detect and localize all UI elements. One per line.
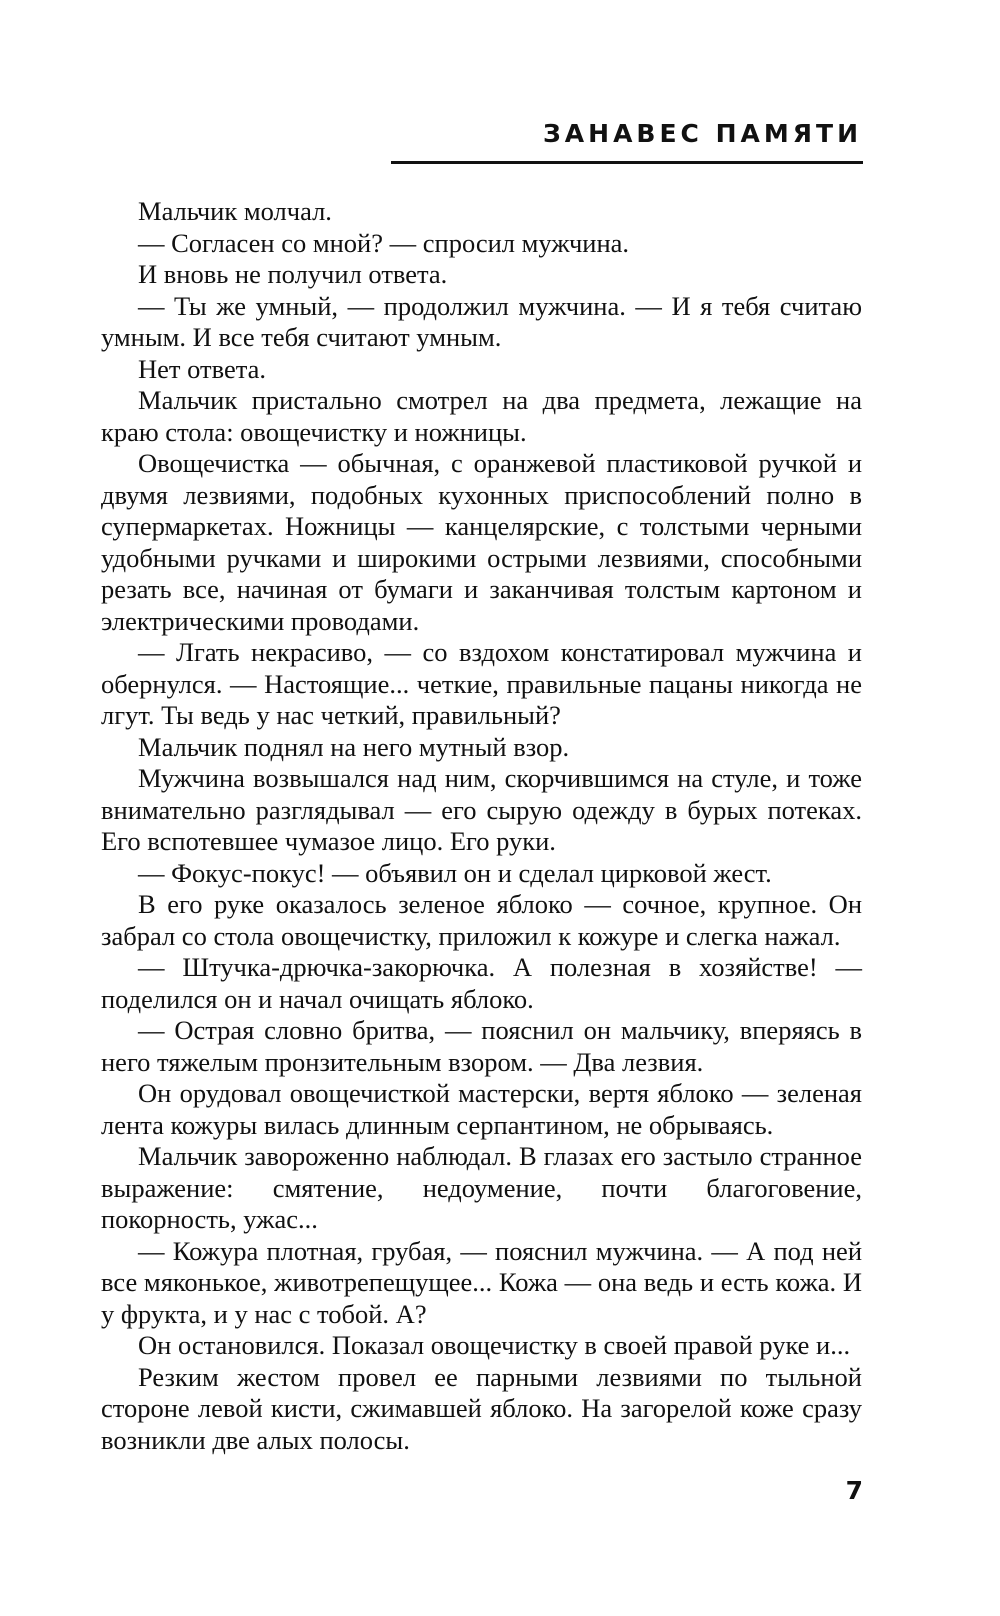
paragraph: Мальчик поднял на него мутный взор. [138, 731, 570, 762]
paragraph: — Штучка-дрючка-закорючка. А полезная в хозяйстве! — поделился он и начал очищать яблоко. [101, 952, 862, 1014]
header-rule [391, 161, 863, 164]
paragraph: В его руке оказалось зеленое яблоко — сочное, крупное. Он забрал со стола овощечистку, приложил к кожуре и слегка нажал. [101, 889, 862, 951]
paragraph: — Ты же умный, — продолжил мужчина. — И я тебя считаю умным. И все тебя считают умным. [101, 290, 862, 352]
paragraph: Он остановился. Показал овощечистку в своей правой руке и... [138, 1330, 851, 1360]
paragraph: Мальчик молчал. [138, 196, 332, 226]
paragraph: — Согласен со мной? — спросил мужчина. [138, 227, 630, 258]
paragraph: Мужчина возвышался над ним, скорчившимся на стуле, и тоже внимательно разглядывал — его сырую одежду в бурых потеках. Его вспотевшее чумазое лицо. Его руки. [101, 763, 862, 856]
paragraph: — Лгать некрасиво, — со вздохом констатировал мужчина и обернулся. — Настоящие... четкие, правильные пацаны никогда не лгут. Ты ведь у нас четкий, правильный? [101, 637, 862, 730]
running-head: ЗАНАВЕС ПАМЯТИ [543, 119, 862, 148]
paragraph: И вновь не получил ответа. [138, 259, 448, 289]
paragraph: Овощечистка — обычная, с оранжевой пластиковой ручкой и двумя лезвиями, подобных кухонных приспособлений полно в супермаркетах. Ножницы — канцелярские, с толстыми черными удобными ручками и широкими острыми лезвиями, способными резать все, начиная от бумаги и заканчивая толстым картоном и электрическими проводами. [101, 448, 862, 636]
page-number: 7 [845, 1476, 863, 1505]
paragraph: Нет ответа. [138, 353, 266, 384]
paragraph: Он орудовал овощечисткой мастерски, вертя яблоко — зеленая лента кожуры вилась длинным серпантином, не обрываясь. [101, 1078, 862, 1140]
paragraph: — Фокус-покус! — объявил он и сделал цирковой жест. [138, 857, 772, 888]
paragraph: Мальчик завороженно наблюдал. В глазах его застыло странное выражение: смятение, недоумение, почти благоговение, покорность, ужас... [101, 1141, 862, 1234]
body-text [101, 196, 862, 1456]
paragraph: Резким жестом провел ее парными лезвиями по тыльной стороне левой кисти, сжимавшей яблоко. На загорелой коже сразу возникли две алых полосы. [101, 1361, 862, 1455]
paragraph: Мальчик пристально смотрел на два предмета, лежащие на краю стола: овощечистку и ножницы. [101, 385, 862, 447]
paragraph: — Острая словно бритва, — пояснил он мальчику, вперяясь в него тяжелым пронзительным взором. — Два лезвия. [101, 1015, 862, 1077]
paragraph: — Кожура плотная, грубая, — пояснил мужчина. — А под ней все мяконькое, животрепещущее... Кожа — она ведь и есть кожа. И у фрукта, и у нас с тобой. А? [101, 1235, 862, 1329]
